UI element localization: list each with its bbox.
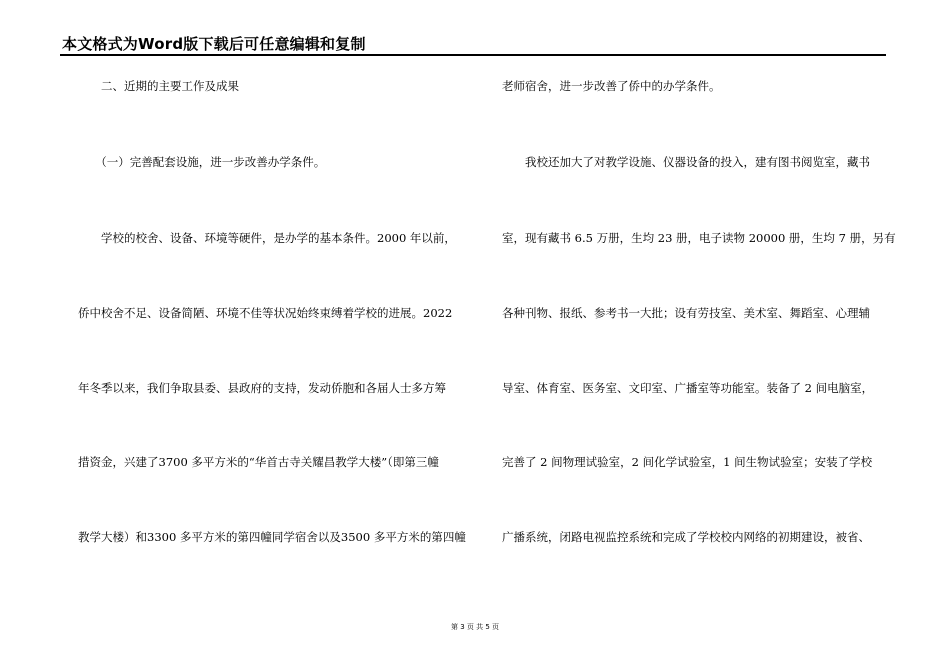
page-number-footer: 第 3 页 共 5 页	[450, 623, 500, 631]
text-line: （一）完善配套设施，进一步改善办学条件。	[78, 155, 326, 169]
text-line: 老师宿舍，进一步改善了侨中的办学条件。	[502, 79, 721, 93]
text-line: 广播系统，闭路电视监控系统和完成了学校校内网络的初期建设，被省、	[502, 530, 870, 544]
document-header-banner: 本文格式为Word版下载后可任意编辑和复制	[62, 35, 366, 53]
text-line: 我校还加大了对教学设施、仪器设备的投入，建有图书阅览室，藏书	[502, 155, 870, 169]
text-line: 学校的校舍、设备、环境等硬件，是办学的基本条件。2000 年以前，	[78, 231, 456, 245]
text-line: 二、近期的主要工作及成果	[78, 79, 239, 93]
text-line: 年冬季以来，我们争取县委、县政府的支持，发动侨胞和各届人士多方筹	[78, 381, 446, 395]
text-line: 导室、体育室、医务室、文印室、广播室等功能室。装备了 2 间电脑室，	[502, 381, 874, 395]
header-divider	[60, 54, 886, 56]
text-line: 完善了 2 间物理试验室，2 间化学试验室，1 间生物试验室；安装了学校	[502, 455, 873, 469]
text-line: 侨中校舍不足、设备简陋、环境不佳等状况始终束缚着学校的进展。2022	[78, 306, 453, 320]
text-line: 措资金，兴建了3700 多平方米的“华首古寺关耀昌教学大楼”（即第三幢	[78, 455, 439, 469]
text-line: 室，现有藏书 6.5 万册，生均 23 册，电子读物 20000 册，生均 7 册，另有	[502, 231, 896, 245]
text-line: 各种刊物、报纸、参考书一大批；设有劳技室、美术室、舞蹈室、心理辅	[502, 306, 870, 320]
text-line: 教学大楼）和3300 多平方米的第四幢同学宿舍以及3500 多平方米的第四幢	[78, 530, 466, 544]
